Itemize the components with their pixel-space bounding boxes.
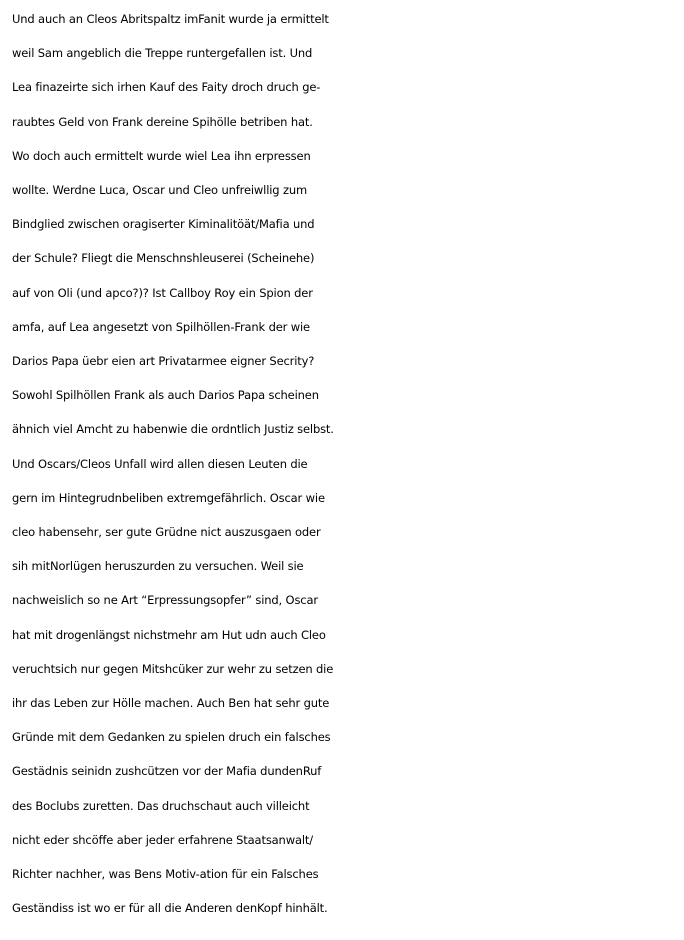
text-line: raubtes Geld von Frank dereine Spihölle betriben hat. [12,114,313,129]
text-line: Sowohl Spilhöllen Frank als auch Darios Papa scheinen [12,388,319,403]
text-line: weil Sam angeblich die Treppe runtergefallen ist. Und [12,46,313,61]
text-line: wollte. Werdne Luca, Oscar und Cleo unfreiwllig zum [12,183,308,198]
text-line: Gestädnis seinidn zushcützen vor der Mafia dundenRuf [12,764,322,779]
text-line: nachweislich so ne Art “Erpressungsopfer” sind, Oscar [12,593,318,608]
text-line: der Schule? Fliegt die Menschnshleuserei (Scheinehe) [12,251,315,266]
text-line: cleo habensehr, ser gute Grüdne nict auszusgaen oder [12,525,321,540]
text-line: ähnich viel Amcht zu habenwie die ordntlich Justiz selbst. [12,422,334,437]
text-line: des Boclubs zuretten. Das druchschaut auch villeicht [12,798,310,813]
text-line: Geständiss ist wo er für all die Anderen denKopf hinhält. [12,901,328,916]
text-line: Gründe mit dem Gedanken zu spielen druch ein falsches [12,730,331,745]
text-line: veruchtsich nur gegen Mitshcüker zur wehr zu setzen die [12,661,334,676]
text-line: amfa, auf Lea angesetzt von Spilhöllen-Frank der wie [12,319,310,334]
handwritten-note-paragraph [12,2,684,925]
text-line: hat mit drogenlängst nichstmehr am Hut udn auch Cleo [12,627,326,642]
text-line: Wo doch auch ermittelt wurde wiel Lea ihn erpressen [12,148,311,163]
text-line: ihr das Leben zur Hölle machen. Auch Ben hat sehr gute [12,696,330,711]
text-line: nicht eder shcöffe aber jeder erfahrene Staatsanwalt/ [12,832,313,847]
text-line: gern im Hintegrudnbeliben extremgefährlich. Oscar wie [12,490,325,505]
text-line: Richter nachher, was Bens Motiv-ation für ein Falsches [12,867,319,882]
text-line: Und Oscars/Cleos Unfall wird allen diesen Leuten die [12,456,308,471]
text-line: auf von Oli (und apco?)? Ist Callboy Roy ein Spion der [12,285,313,300]
text-line: Darios Papa üebr eien art Privatarmee eigner Secrity? [12,354,315,369]
text-line: Bindglied zwischen oragiserter Kiminalitöät/Mafia und [12,217,315,232]
text-line: Lea finazeirte sich irhen Kauf des Faity droch druch ge- [12,80,321,95]
text-line: Und auch an Cleos Abritspaltz imFanit wurde ja ermittelt [12,12,329,26]
text-line: sih mitNorlügen heruszurden zu versuchen. Weil sie [12,559,304,574]
